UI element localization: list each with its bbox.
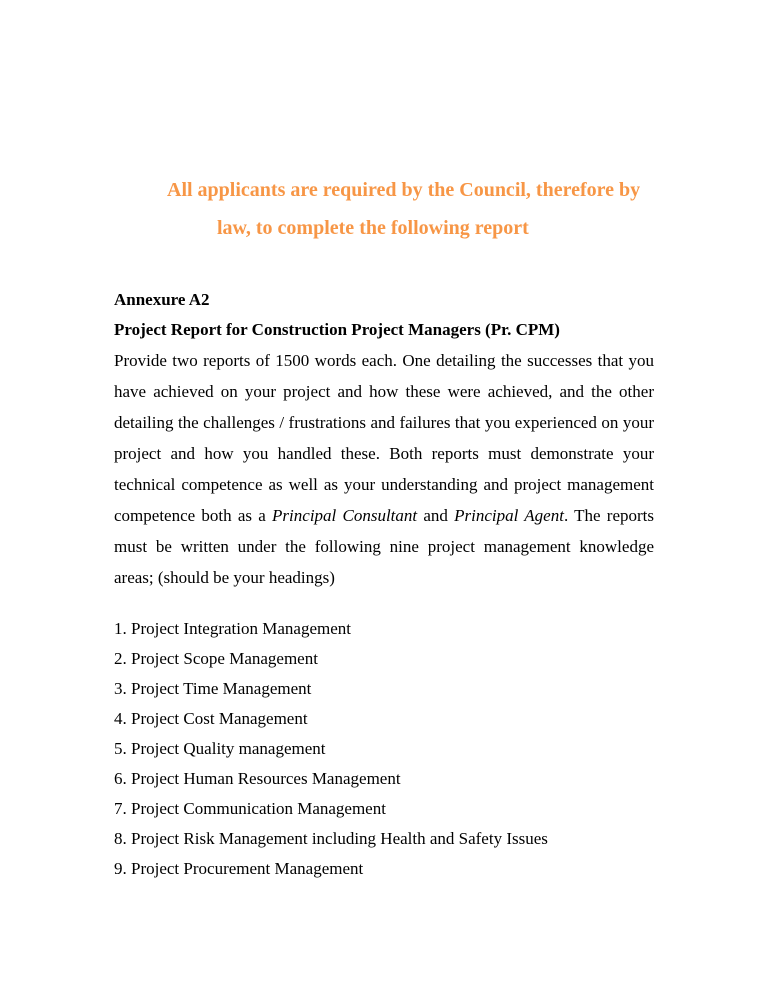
- knowledge-area-item: 9. Project Procurement Management: [114, 859, 364, 878]
- knowledge-area-item: 2. Project Scope Management: [114, 649, 318, 668]
- knowledge-areas-list: [114, 614, 674, 884]
- notice-line-2: law, to complete the following report: [217, 217, 529, 239]
- knowledge-area-item: 7. Project Communication Management: [114, 799, 386, 818]
- knowledge-area-item: 5. Project Quality management: [114, 739, 326, 758]
- instructions-paragraph: [114, 345, 654, 593]
- instructions-connector: and: [417, 506, 455, 525]
- knowledge-area-item: 4. Project Cost Management: [114, 709, 308, 728]
- instructions-text-1: Provide two reports of 1500 words each. One detailing the successes that you have achieved on your project and how these were achieved, and the other detailing the challenges / frustrations and failures that you experienced on your project and how you handled these. Both reports must demonstrate your technical competence as well as your understanding and project management competence both as a: [114, 351, 654, 525]
- instructions-text-2: . The reports must be written under the following nine project management knowledge areas; (should be your headings): [114, 506, 654, 587]
- annexure-heading: Annexure A2: [114, 290, 210, 309]
- knowledge-area-item: 3. Project Time Management: [114, 679, 312, 698]
- knowledge-area-item: 8. Project Risk Management including Health and Safety Issues: [114, 829, 548, 848]
- role-principal-consultant: Principal Consultant: [272, 506, 418, 525]
- notice-line-1: All applicants are required by the Council, therefore by: [167, 179, 641, 201]
- knowledge-area-item: 1. Project Integration Management: [114, 619, 351, 638]
- knowledge-area-item: 6. Project Human Resources Management: [114, 769, 401, 788]
- role-principal-agent: Principal Agent: [454, 506, 564, 525]
- report-title: Project Report for Construction Project Managers (Pr. CPM): [114, 320, 560, 339]
